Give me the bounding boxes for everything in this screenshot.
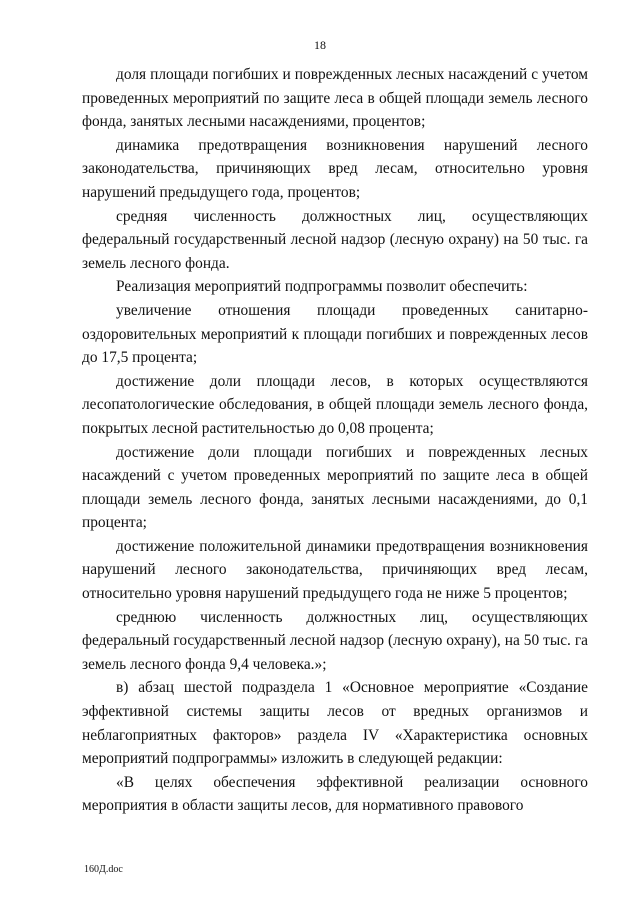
paragraph: достижение доли площади погибших и поврежденных лесных насаждений с учетом проведенных мероприятий по защите леса в общей площади земель лесного фонда, занятых лесными насаждениями, до 0,1 процента; [82,443,588,532]
paragraph: средняя численность должностных лиц, осуществляющих федеральный государственный лесной надзор (лесную охрану) на 50 тыс. га земель лесного фонда. [82,207,588,272]
paragraph: среднюю численность должностных лиц, осуществляющих федеральный государственный лесной надзор (лесную охрану), на 50 тыс. га земель лесного фонда 9,4 человека.»; [82,608,588,673]
paragraph: динамика предотвращения возникновения нарушений лесного законодательства, причиняющих вред лесам, относительно уровня нарушений предыдущего года, процентов; [82,136,588,201]
paragraph: достижение доли площади лесов, в которых осуществляются лесопатологические обследования, в общей площади земель лесного фонда, покрытых лесной растительностью до 0,08 процента; [82,372,588,437]
paragraph: достижение положительной динамики предотвращения возникновения нарушений лесного законодательства, причиняющих вред лесам, относительно уровня нарушений предыдущего года не ниже 5 процентов; [82,537,588,603]
footer-filename: 160Д.doc [84,864,123,875]
paragraph: Реализация мероприятий подпрограммы позволит обеспечить: [116,278,528,296]
paragraph: «В целях обеспечения эффективной реализации основного мероприятия в области защиты лесов, для нормативного правового [82,773,588,815]
page-number: 18 [314,38,326,52]
paragraph: увеличение отношения площади проведенных санитарно-оздоровительных мероприятий к площади погибших и поврежденных лесов до 17,5 процента; [82,301,588,367]
paragraph: доля площади погибших и поврежденных лесных насаждений с учетом проведенных мероприятий по защите леса в общей площади земель лесного фонда, занятых лесными насаждениями, процентов; [82,66,588,131]
document-body [82,63,588,818]
paragraph: в) абзац шестой подраздела 1 «Основное мероприятие «Создание эффективной системы защиты лесов от вредных организмов и неблагоприятных факторов» раздела IV «Характеристика основных мероприятий подпрограммы» изложить в следующей редакции: [82,679,588,768]
